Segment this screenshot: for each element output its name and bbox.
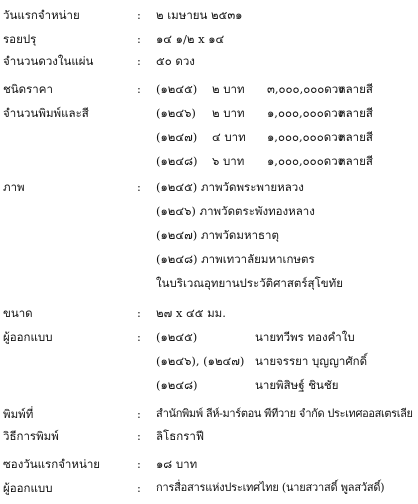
colon: :	[137, 54, 141, 68]
value-per-sheet: ๕๐ ดวง	[156, 54, 195, 68]
designer-codes: (๑๒๔๘)	[156, 378, 198, 392]
colon: :	[137, 407, 141, 421]
value-envelope: ๑๘ บาท	[156, 457, 198, 471]
designer-codes: (๑๒๔๕)	[156, 330, 198, 344]
colon: :	[137, 306, 141, 320]
designer-name: นายพิสิษฐ์ ชินชัย	[255, 378, 339, 392]
designer-codes: (๑๒๔๖), (๑๒๔๗)	[156, 354, 245, 368]
printing-code: (๑๒๔๘)	[156, 154, 198, 168]
designer-name: นายจรรยา บุญญาศักดิ์	[255, 354, 368, 368]
printing-code: (๑๒๔๖)	[156, 106, 196, 120]
colon: :	[137, 481, 141, 495]
printing-quantity: ๑,๐๐๐,๐๐๐ดวง	[267, 154, 344, 168]
printing-price: ๖ บาท	[212, 154, 245, 168]
colon: :	[137, 32, 141, 46]
label-designer: ผู้ออกแบบ	[3, 330, 53, 344]
picture-line: ในบริเวณอุทยานประวัติศาสตร์สุโขทัย	[156, 276, 343, 290]
colon: :	[137, 8, 141, 22]
label-envelope: ซองวันแรกจำหน่าย	[3, 457, 101, 471]
colon: :	[137, 429, 141, 443]
printing-color: หลายสี	[338, 130, 373, 144]
printing-code: (๑๒๔๗)	[156, 130, 198, 144]
value-perforation: ๑๔ ๑/๒ x ๑๔	[156, 32, 225, 46]
printing-quantity: ๑,๐๐๐,๐๐๐ดวง	[267, 106, 344, 120]
colon: :	[137, 330, 141, 344]
designer-name: นายทวีพร ทองคำใบ	[255, 330, 355, 344]
label-envelope-designer: ผู้ออกแบบ	[3, 481, 53, 495]
denomination-quantity: ๓,๐๐๐,๐๐๐ดวง	[267, 82, 344, 96]
picture-line: (๑๒๔๖) ภาพวัดตระพังทองหลาง	[156, 204, 315, 218]
value-method: ลิโธกราฟี	[156, 429, 204, 443]
value-printer: สำนักพิมพ์ ลีห์-มาร์ตอน พีทีวาย จำกัด ประเทศออสเตรเลีย	[156, 407, 413, 420]
value-envelope-designer: การสื่อสารแห่งประเทศไทย (นายสวาสดิ์ พูลสวัสดิ์)	[156, 481, 385, 494]
printing-price: ๔ บาท	[212, 130, 246, 144]
label-method: วิธีการพิมพ์	[3, 429, 59, 443]
picture-line: (๑๒๔๘) ภาพเทวาลัยมหาเกษตร	[156, 252, 315, 266]
label-picture: ภาพ	[3, 180, 25, 194]
value-size: ๒๗ x ๔๕ มม.	[156, 306, 226, 320]
label-size: ขนาด	[3, 306, 33, 320]
colon: :	[137, 180, 141, 194]
label-denomination: ชนิดราคา	[3, 82, 53, 96]
label-printing-qty: จำนวนพิมพ์และสี	[3, 106, 89, 120]
label-perforation: รอยปรุ	[3, 32, 37, 46]
denomination-color: หลายสี	[338, 82, 373, 96]
label-per-sheet: จำนวนดวงในแผ่น	[3, 54, 94, 68]
picture-line: (๑๒๔๕) ภาพวัดพระพายหลวง	[156, 180, 304, 194]
label-printer: พิมพ์ที่	[3, 407, 34, 421]
printing-price: ๒ บาท	[212, 106, 245, 120]
colon: :	[137, 457, 141, 471]
colon: :	[137, 82, 141, 96]
printing-color: หลายสี	[338, 106, 373, 120]
printing-quantity: ๑,๐๐๐,๐๐๐ดวง	[267, 130, 344, 144]
label-issue-date: วันแรกจำหน่าย	[3, 8, 80, 22]
printing-color: หลายสี	[338, 154, 373, 168]
denomination-price: ๒ บาท	[212, 82, 245, 96]
picture-line: (๑๒๔๗) ภาพวัดมหาธาตุ	[156, 228, 279, 242]
denomination-code: (๑๒๔๕)	[156, 82, 198, 96]
value-issue-date: ๒ เมษายน ๒๕๓๑	[156, 8, 243, 22]
